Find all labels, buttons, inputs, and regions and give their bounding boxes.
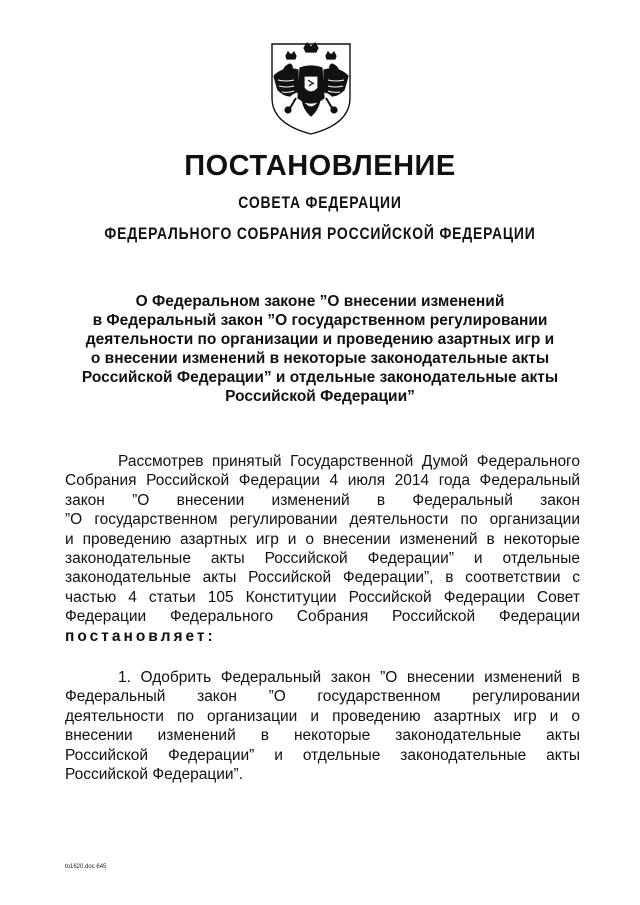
paragraph-line: Российской Федерации” и отдельные законодательные акты: [65, 746, 580, 764]
document-subtitle-2: ФЕДЕРАЛЬНОГО СОБРАНИЯ РОССИЙСКОЙ ФЕДЕРАЦИИ: [104, 224, 536, 243]
paragraph-line: Рассмотрев принятый Государственной Думой Федерального: [118, 453, 580, 470]
paragraph-item-1: [65, 668, 580, 784]
paragraph-line: ”О государственном регулировании деятельности по организации: [65, 511, 580, 529]
paragraph-line: внесении изменений в некоторые законодательные акты: [65, 727, 580, 745]
paragraph-line: законодательные акты Российской Федерации” и отдельные: [65, 549, 580, 567]
coat-of-arms-icon: [268, 40, 354, 136]
heading-line: О Федеральном законе ”О внесении изменений: [135, 293, 505, 310]
heading-line: деятельности по организации и проведению азартных игр и: [85, 331, 555, 348]
paragraph-line: Собрания Российской Федерации 4 июля 2014 года Федеральный: [65, 472, 580, 490]
document-subtitle-1: СОВЕТА ФЕДЕРАЦИИ: [238, 193, 402, 212]
footer-document-code: to1620.doc 645: [65, 864, 107, 870]
document-heading: [60, 292, 580, 406]
paragraph-line: и проведению азартных игр и о внесении изменений в некоторые: [65, 530, 580, 548]
document-title: ПОСТАНОВЛЕНИЕ: [184, 150, 456, 182]
heading-line: о внесении изменений в некоторые законодательные акты: [90, 350, 550, 367]
resolves-word: постановляет:: [65, 627, 216, 645]
heading-line: в Федеральный закон ”О государственном регулировании: [92, 312, 548, 329]
paragraph-line: частью 4 статьи 105 Конституции Российской Федерации Совет: [65, 588, 580, 606]
paragraph-line: закон ”О внесении изменений в Федеральный закон: [65, 491, 580, 509]
paragraph-line: законодательные акты Российской Федерации”, в соответствии с: [65, 569, 580, 587]
paragraph-line: Российской Федерации”.: [65, 765, 244, 783]
paragraph-line: 1. Одобрить Федеральный закон ”О внесении изменений в: [118, 669, 580, 686]
heading-line: Российской Федерации”: [225, 388, 415, 405]
paragraph-line: Федеральный закон ”О государственном регулировании: [65, 688, 580, 706]
paragraph-line: деятельности по организации и проведению азартных игр и о: [65, 707, 580, 725]
heading-line: Российской Федерации” и отдельные законодательные акты: [81, 369, 559, 386]
paragraph-preamble: [65, 452, 580, 646]
paragraph-line: Федерации Федерального Собрания Российской Федерации: [65, 608, 580, 626]
